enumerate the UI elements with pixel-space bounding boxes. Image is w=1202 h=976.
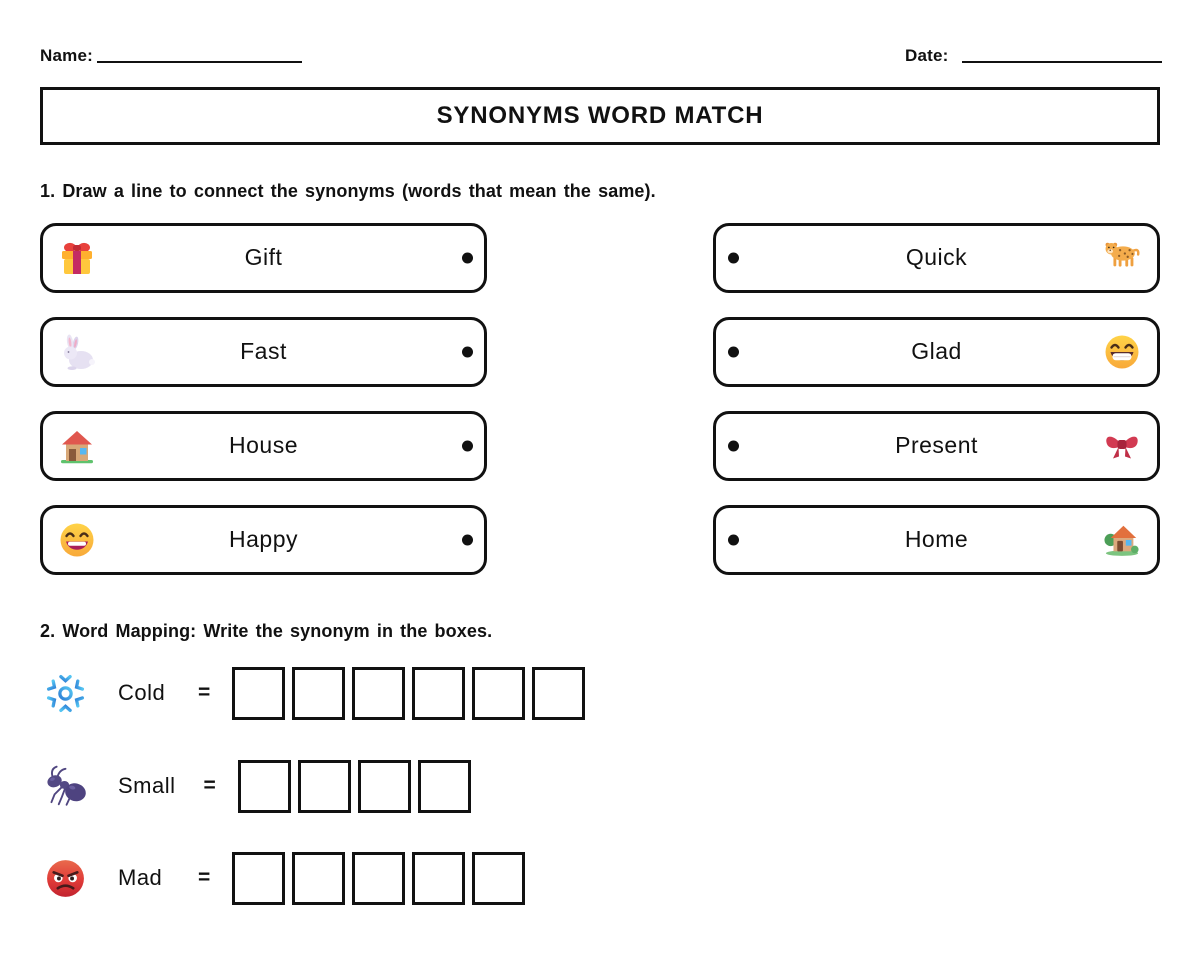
equals-sign: =	[198, 866, 211, 889]
mapping-word: Small	[118, 773, 176, 798]
match-card-fast	[40, 317, 487, 387]
match-card-gift	[40, 223, 487, 293]
section1-heading: 1. Draw a line to connect the synonyms (words that mean the same).	[40, 181, 656, 201]
beaming-face-icon	[1103, 333, 1141, 371]
letter-box[interactable]	[232, 852, 285, 905]
match-card-house	[40, 411, 487, 481]
section2-heading: 2. Word Mapping: Write the synonym in the boxes.	[40, 621, 493, 641]
letter-box[interactable]	[472, 667, 525, 720]
letter-box[interactable]	[298, 760, 351, 813]
letter-box[interactable]	[292, 667, 345, 720]
letter-box[interactable]	[358, 760, 411, 813]
letter-box[interactable]	[412, 852, 465, 905]
match-card-happy	[40, 505, 487, 575]
match-card-quick	[713, 223, 1160, 293]
date-label: Date:	[905, 46, 949, 65]
match-word: Quick	[905, 243, 968, 270]
date-write-line[interactable]	[962, 43, 1162, 63]
word-mapping-row-small	[38, 757, 471, 815]
match-card-present	[713, 411, 1160, 481]
letter-boxes-mad	[232, 852, 525, 905]
match-word: House	[229, 431, 298, 458]
letter-box[interactable]	[472, 852, 525, 905]
match-word: Glad	[911, 337, 962, 364]
mapping-word: Mad	[118, 865, 163, 890]
letter-boxes-cold	[232, 667, 585, 720]
ribbon-bow-icon	[1103, 427, 1141, 465]
connector-dot[interactable]	[462, 347, 473, 358]
letter-box[interactable]	[412, 667, 465, 720]
house-with-garden-icon	[1103, 521, 1141, 559]
match-word: Home	[904, 525, 969, 552]
equals-sign: =	[198, 681, 211, 704]
mapping-word: Cold	[118, 680, 166, 705]
leopard-icon	[1103, 239, 1141, 277]
word-mapping-row-mad	[38, 849, 525, 907]
letter-box[interactable]	[532, 667, 585, 720]
match-word: Fast	[240, 337, 287, 364]
letter-box[interactable]	[232, 667, 285, 720]
name-write-line[interactable]	[97, 43, 302, 63]
connector-dot[interactable]	[462, 535, 473, 546]
connector-dot[interactable]	[462, 441, 473, 452]
letter-box[interactable]	[292, 852, 345, 905]
letter-boxes-small	[238, 760, 471, 813]
letter-box[interactable]	[238, 760, 291, 813]
letter-box[interactable]	[352, 667, 405, 720]
equals-sign: =	[203, 774, 216, 797]
worksheet-title: SYNONYMS WORD MATCH	[436, 102, 764, 129]
match-word: Happy	[229, 525, 298, 552]
match-card-glad	[713, 317, 1160, 387]
word-mapping-row-cold	[38, 664, 585, 722]
match-word: Gift	[244, 243, 283, 270]
connector-dot[interactable]	[462, 253, 473, 264]
angry-face-icon	[38, 857, 92, 900]
snowflake-icon	[38, 670, 92, 717]
name-label: Name:	[40, 46, 93, 65]
worksheet-title-box	[40, 87, 1160, 145]
match-card-home	[713, 505, 1160, 575]
letter-box[interactable]	[418, 760, 471, 813]
ant-icon	[38, 765, 92, 807]
match-word: Present	[895, 431, 978, 458]
letter-box[interactable]	[352, 852, 405, 905]
